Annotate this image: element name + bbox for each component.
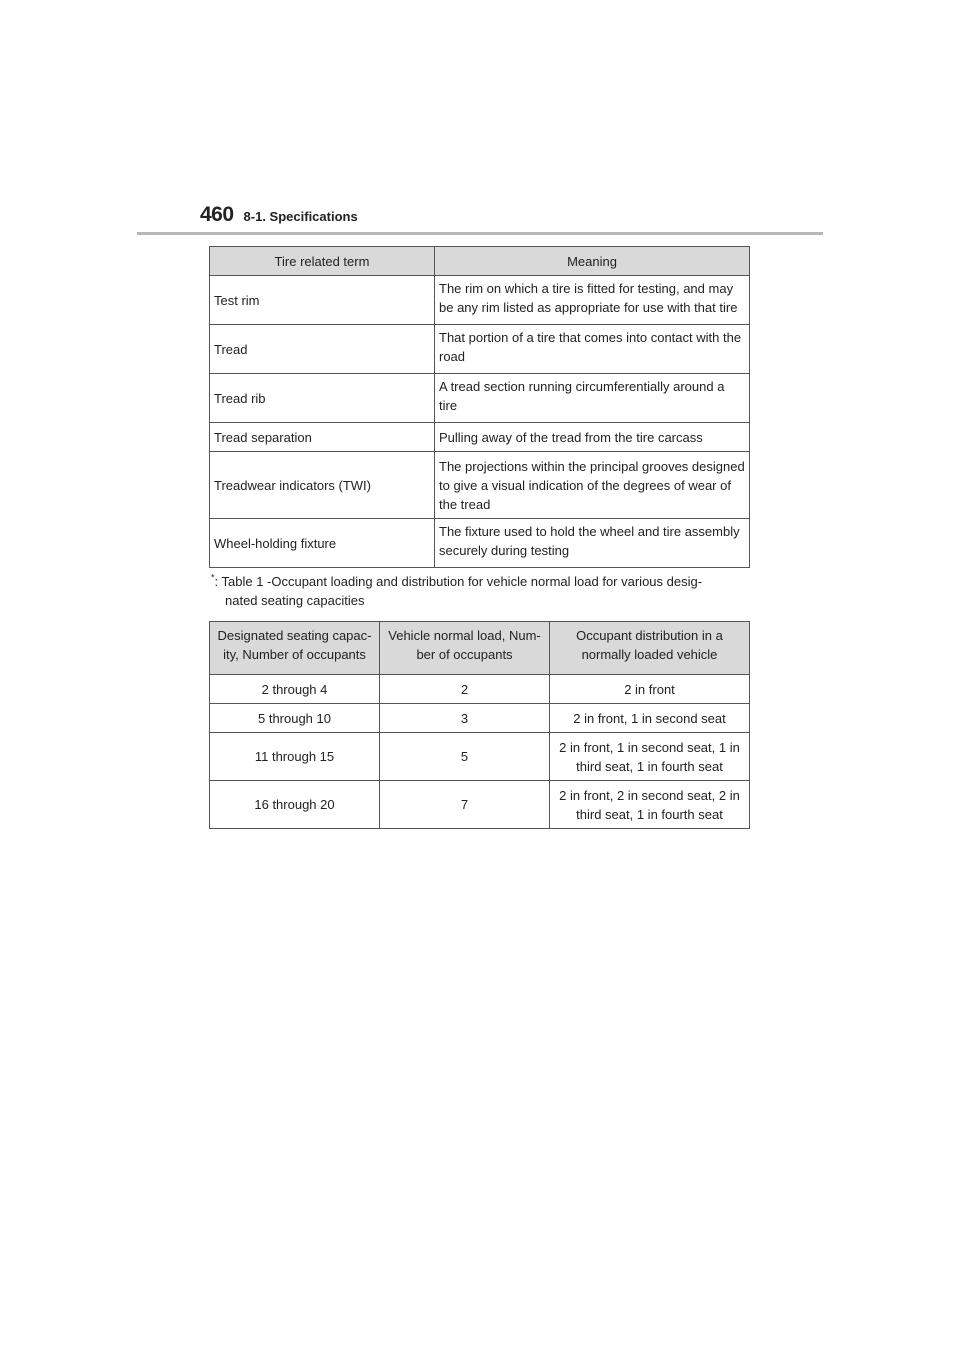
normal-load-cell: 2 xyxy=(380,675,550,704)
table-row xyxy=(210,374,750,423)
term-cell: Tread xyxy=(210,325,435,374)
header-rule xyxy=(137,232,823,235)
table-header-row xyxy=(210,247,750,276)
normal-load-cell: 5 xyxy=(380,733,550,781)
footnote-text-line2: nated seating capacities xyxy=(225,593,365,608)
section-title: 8-1. Specifications xyxy=(243,209,358,224)
column-header-term: Tire related term xyxy=(210,247,435,276)
meaning-cell: That portion of a tire that comes into contact with the road xyxy=(435,325,750,374)
column-header-seating-capacity: Designated seating capac-ity, Number of occupants xyxy=(210,622,380,675)
table-row xyxy=(210,452,750,519)
table-row xyxy=(210,276,750,325)
seating-capacity-cell: 5 through 10 xyxy=(210,704,380,733)
seating-capacity-cell: 11 through 15 xyxy=(210,733,380,781)
footnote xyxy=(211,572,751,610)
term-cell: Wheel-holding fixture xyxy=(210,519,435,568)
table-row xyxy=(210,325,750,374)
meaning-cell: A tread section running circumferentially around a tire xyxy=(435,374,750,423)
tire-terms-table xyxy=(209,246,750,568)
distribution-cell: 2 in front xyxy=(550,675,750,704)
term-cell: Tread rib xyxy=(210,374,435,423)
table-row xyxy=(210,781,750,829)
column-header-distribution: Occupant distribution in a normally loaded vehicle xyxy=(550,622,750,675)
distribution-cell: 2 in front, 2 in second seat, 2 in third seat, 1 in fourth seat xyxy=(550,781,750,829)
meaning-cell: The rim on which a tire is fitted for testing, and may be any rim listed as appropriate for use with that tire xyxy=(435,276,750,325)
normal-load-cell: 3 xyxy=(380,704,550,733)
meaning-cell: The fixture used to hold the wheel and tire assembly securely during testing xyxy=(435,519,750,568)
table-row xyxy=(210,733,750,781)
normal-load-cell: 7 xyxy=(380,781,550,829)
table-row xyxy=(210,675,750,704)
seating-capacity-cell: 2 through 4 xyxy=(210,675,380,704)
table-row xyxy=(210,423,750,452)
table-header-row xyxy=(210,622,750,675)
footnote-text-line1: : Table 1 -Occupant loading and distribution for vehicle normal load for various desig- xyxy=(214,574,703,589)
table-row xyxy=(210,519,750,568)
page-number: 460 xyxy=(200,203,234,226)
footnote-mark: * xyxy=(211,572,215,583)
distribution-cell: 2 in front, 1 in second seat, 1 in third seat, 1 in fourth seat xyxy=(550,733,750,781)
table-row xyxy=(210,704,750,733)
meaning-cell: Pulling away of the tread from the tire carcass xyxy=(435,423,750,452)
column-header-meaning: Meaning xyxy=(435,247,750,276)
term-cell: Treadwear indicators (TWI) xyxy=(210,452,435,519)
column-header-normal-load: Vehicle normal load, Num-ber of occupants xyxy=(380,622,550,675)
distribution-cell: 2 in front, 1 in second seat xyxy=(550,704,750,733)
term-cell: Test rim xyxy=(210,276,435,325)
meaning-cell: The projections within the principal grooves designed to give a visual indication of the degrees of wear of the tread xyxy=(435,452,750,519)
seating-capacity-cell: 16 through 20 xyxy=(210,781,380,829)
term-cell: Tread separation xyxy=(210,423,435,452)
page-header xyxy=(200,203,358,227)
occupant-loading-table xyxy=(209,621,750,829)
